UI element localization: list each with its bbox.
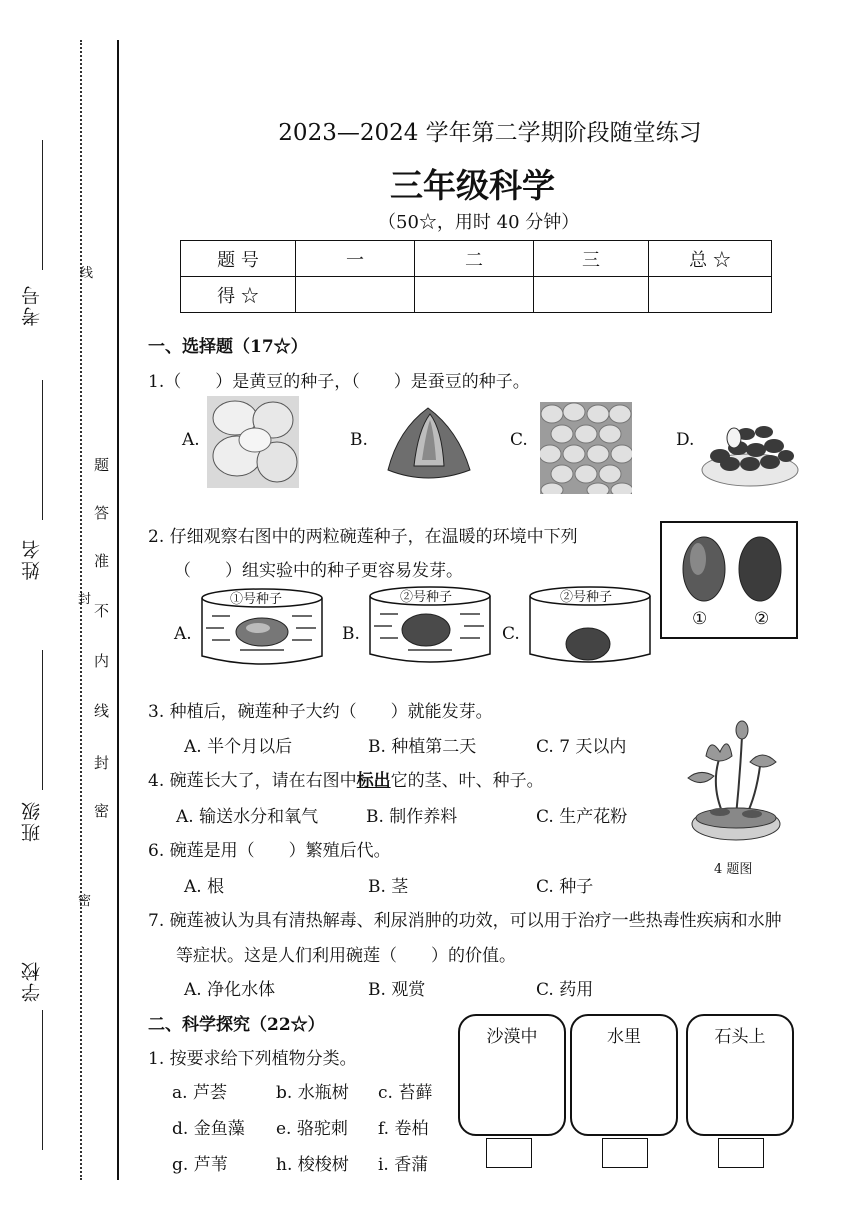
name-line: [42, 380, 43, 520]
q7-option-c[interactable]: C. 药用: [536, 980, 594, 1000]
category-box-water[interactable]: [570, 1014, 678, 1136]
score-cell[interactable]: [649, 277, 772, 313]
score-header-cell: 题 号: [181, 241, 296, 277]
plant-item: i. 香蒲: [378, 1155, 429, 1175]
lotus-seeds-drawing: [662, 523, 796, 607]
score-cell[interactable]: [534, 277, 649, 313]
figure-4-caption: 4 题图: [714, 862, 753, 877]
question-3: 3. 种植后，碗莲种子大约（ ）就能发芽。: [148, 702, 493, 722]
lotus-seeds-figure: [660, 521, 798, 639]
answer-box-water[interactable]: [602, 1138, 648, 1168]
seal-char: 准: [94, 552, 110, 570]
seed-label-2: ②: [754, 609, 770, 629]
question-2-line-2: （ ）组实验中的种子更容易发芽。: [174, 561, 463, 581]
name-label: 姓名: [21, 538, 43, 580]
exam-subtitle: （50☆，用时 40 分钟）: [378, 212, 580, 233]
q7-option-b[interactable]: B. 观赏: [368, 980, 426, 1000]
question-6: 6. 碗莲是用（ ）繁殖后代。: [148, 841, 391, 861]
question-7-line-2: 等症状。这是人们利用碗莲（ ）的价值。: [176, 946, 516, 966]
question-2-line-1: 2. 仔细观察右图中的两粒碗莲种子，在温暖的环境中下列: [148, 527, 578, 547]
jar-c-label: ②号种子: [560, 590, 613, 605]
answer-box-desert[interactable]: [486, 1138, 532, 1168]
category-rock-label: 石头上: [714, 1027, 766, 1047]
q3-option-c[interactable]: C. 7 天以内: [536, 737, 627, 757]
seal-mi: 密: [78, 894, 92, 909]
dotted-cut-line: [80, 40, 82, 1180]
category-box-rock[interactable]: [686, 1014, 794, 1136]
q4-text-pre: 4. 碗莲长大了，请在右图中: [148, 771, 357, 791]
seal-char: 密: [94, 802, 110, 820]
score-header-cell: 二: [415, 241, 534, 277]
seal-xian: 线: [80, 266, 94, 281]
q6-option-b[interactable]: B. 茎: [368, 877, 409, 897]
category-water-label: 水里: [607, 1027, 641, 1047]
seal-char: 答: [94, 504, 110, 522]
question-7-line-1: 7. 碗莲被认为具有清热解毒、利尿消肿的功效，可以用于治疗一些热毒性疾病和水肿: [148, 911, 782, 931]
answer-box-rock[interactable]: [718, 1138, 764, 1168]
plant-item: b. 水瓶树: [276, 1083, 349, 1103]
q3-option-b[interactable]: B. 种植第二天: [368, 737, 477, 757]
bowl-lotus-image: [680, 716, 790, 846]
q1-option-d[interactable]: D.: [676, 430, 695, 450]
plant-item: d. 金鱼藻: [172, 1119, 245, 1139]
score-cell[interactable]: [415, 277, 534, 313]
q4-option-c[interactable]: C. 生产花粉: [536, 807, 628, 827]
jar-b: [368, 584, 492, 666]
q2-option-b[interactable]: B.: [342, 624, 360, 644]
question-4: [148, 766, 544, 791]
jar-a-label: ①号种子: [230, 592, 283, 607]
plant-item: a. 芦荟: [172, 1083, 227, 1103]
score-table: [180, 240, 772, 313]
subject-title: 三年级科学: [390, 166, 555, 205]
question-2-1: 1. 按要求给下列植物分类。: [148, 1049, 357, 1069]
class-line: [42, 650, 43, 790]
q2-option-c[interactable]: C.: [502, 624, 520, 644]
q1-option-a[interactable]: A.: [182, 430, 200, 450]
score-header-cell: 总 ☆: [649, 241, 772, 277]
exam-number-label: 考号: [21, 284, 43, 326]
q3-option-a[interactable]: A. 半个月以后: [184, 737, 293, 757]
seal-char: 内: [94, 652, 110, 670]
q4-text-emphasis: 标出: [356, 771, 391, 791]
plant-item: h. 梭梭树: [276, 1155, 349, 1175]
exam-title: 2023—2024 学年第二学期阶段随堂练习: [278, 120, 702, 146]
plant-item: g. 芦苇: [172, 1155, 228, 1175]
school-label: 学校: [21, 960, 43, 1002]
seal-char: 线: [94, 702, 110, 720]
jar-b-label: ②号种子: [400, 590, 453, 605]
q1-option-b[interactable]: B.: [350, 430, 368, 450]
exam-number-line: [42, 140, 43, 270]
jar-c: [528, 584, 652, 666]
score-row-label: 得 ☆: [181, 277, 296, 313]
q6-option-c[interactable]: C. 种子: [536, 877, 594, 897]
plant-item: f. 卷柏: [378, 1119, 429, 1139]
q1-option-c[interactable]: C.: [510, 430, 528, 450]
broad-bean-seeds-image: [207, 396, 299, 488]
q4-option-b[interactable]: B. 制作养料: [366, 807, 458, 827]
seal-feng: 封: [78, 592, 92, 607]
score-header-cell: 三: [534, 241, 649, 277]
pine-nut-seeds-image: [700, 412, 800, 492]
plant-item: c. 苔藓: [378, 1083, 433, 1103]
jar-a: [200, 586, 324, 668]
almond-seed-image: [378, 400, 478, 486]
seal-char: 不: [94, 602, 110, 620]
section-1-title: 一、选择题（17☆）: [148, 337, 308, 357]
soybean-seeds-image: [540, 402, 632, 494]
score-cell[interactable]: [296, 277, 415, 313]
category-box-desert[interactable]: [458, 1014, 566, 1136]
question-1: 1.（ ）是黄豆的种子，（ ）是蚕豆的种子。: [148, 372, 530, 392]
class-label: 班级: [21, 800, 43, 842]
section-2-title: 二、科学探究（22☆）: [148, 1015, 325, 1035]
score-header-cell: 一: [296, 241, 415, 277]
seed-label-1: ①: [692, 609, 708, 629]
school-line: [42, 1010, 43, 1150]
q4-option-a[interactable]: A. 输送水分和氧气: [176, 807, 319, 827]
q7-option-a[interactable]: A. 净化水体: [184, 980, 276, 1000]
q4-text-post: 它的茎、叶、种子。: [390, 771, 544, 791]
seal-char: 封: [94, 754, 110, 772]
category-desert-label: 沙漠中: [486, 1027, 538, 1047]
q6-option-a[interactable]: A. 根: [184, 877, 225, 897]
seal-char: 题: [94, 456, 110, 474]
q2-option-a[interactable]: A.: [174, 624, 192, 644]
binding-line: [117, 40, 119, 1180]
plant-item: e. 骆驼刺: [276, 1119, 348, 1139]
